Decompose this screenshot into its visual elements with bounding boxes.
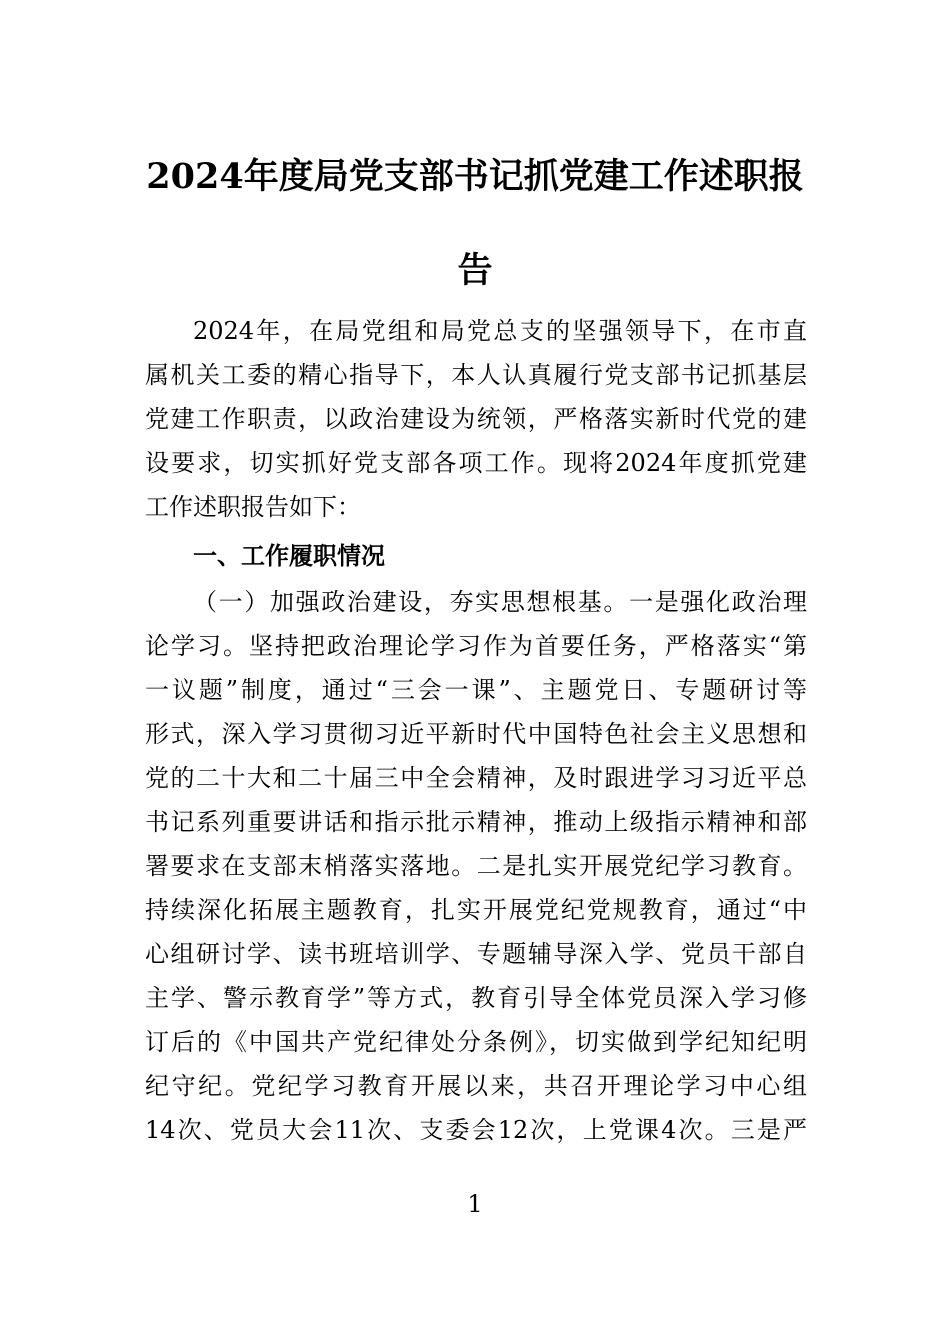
- body-line: 书记系列重要讲话和指示批示精神，推动上级指示精神和部: [145, 808, 807, 836]
- body-line: 主学、警示教育学”等方式，教育引导全体党员深入学习修: [145, 984, 807, 1012]
- intro-line: 党建工作职责，以政治建设为统领，严格落实新时代党的建: [145, 405, 807, 433]
- body-line: 一议题”制度，通过“三会一课”、主题党日、专题研讨等: [145, 676, 807, 704]
- intro-line: 属机关工委的精心指导下，本人认真履行党支部书记抓基层: [145, 361, 807, 389]
- body-line: 党的二十大和二十届三中全会精神，及时跟进学习习近平总: [145, 764, 807, 792]
- body-line: （一）加强政治建设，夯实思想根基。一是强化政治理: [193, 588, 807, 616]
- body-line: 心组研讨学、读书班培训学、专题辅导深入学、党员干部自: [145, 940, 807, 968]
- body-line: 论学习。坚持把政治理论学习作为首要任务，严格落实“第: [145, 632, 807, 660]
- intro-line: 设要求，切实抓好党支部各项工作。现将2024年度抓党建: [145, 449, 807, 477]
- body-line: 持续深化拓展主题教育，扎实开展党纪党规教育，通过“中: [145, 896, 807, 924]
- section-heading: 一、工作履职情况: [193, 542, 385, 570]
- document-title-line-2: 告: [457, 250, 493, 291]
- body-line: 订后的《中国共产党纪律处分条例》，切实做到学纪知纪明: [145, 1028, 807, 1056]
- intro-line: 2024年，在局党组和局党总支的坚强领导下，在市直: [193, 317, 807, 345]
- body-line: 署要求在支部末梢落实落地。二是扎实开展党纪学习教育。: [145, 852, 807, 880]
- page-number: 1: [467, 1190, 483, 1218]
- body-paragraph: [145, 580, 807, 1152]
- document-title-line-1: 2024年度局党支部书记抓党建工作述职报: [146, 156, 804, 197]
- intro-paragraph: [145, 309, 807, 529]
- body-line: 14次、党员大会11次、支委会12次，上党课4次。三是严: [145, 1116, 807, 1144]
- body-line: 形式，深入学习贯彻习近平新时代中国特色社会主义思想和: [145, 720, 807, 748]
- intro-line: 工作述职报告如下：: [145, 493, 361, 521]
- body-line: 纪守纪。党纪学习教育开展以来，共召开理论学习中心组: [145, 1072, 807, 1100]
